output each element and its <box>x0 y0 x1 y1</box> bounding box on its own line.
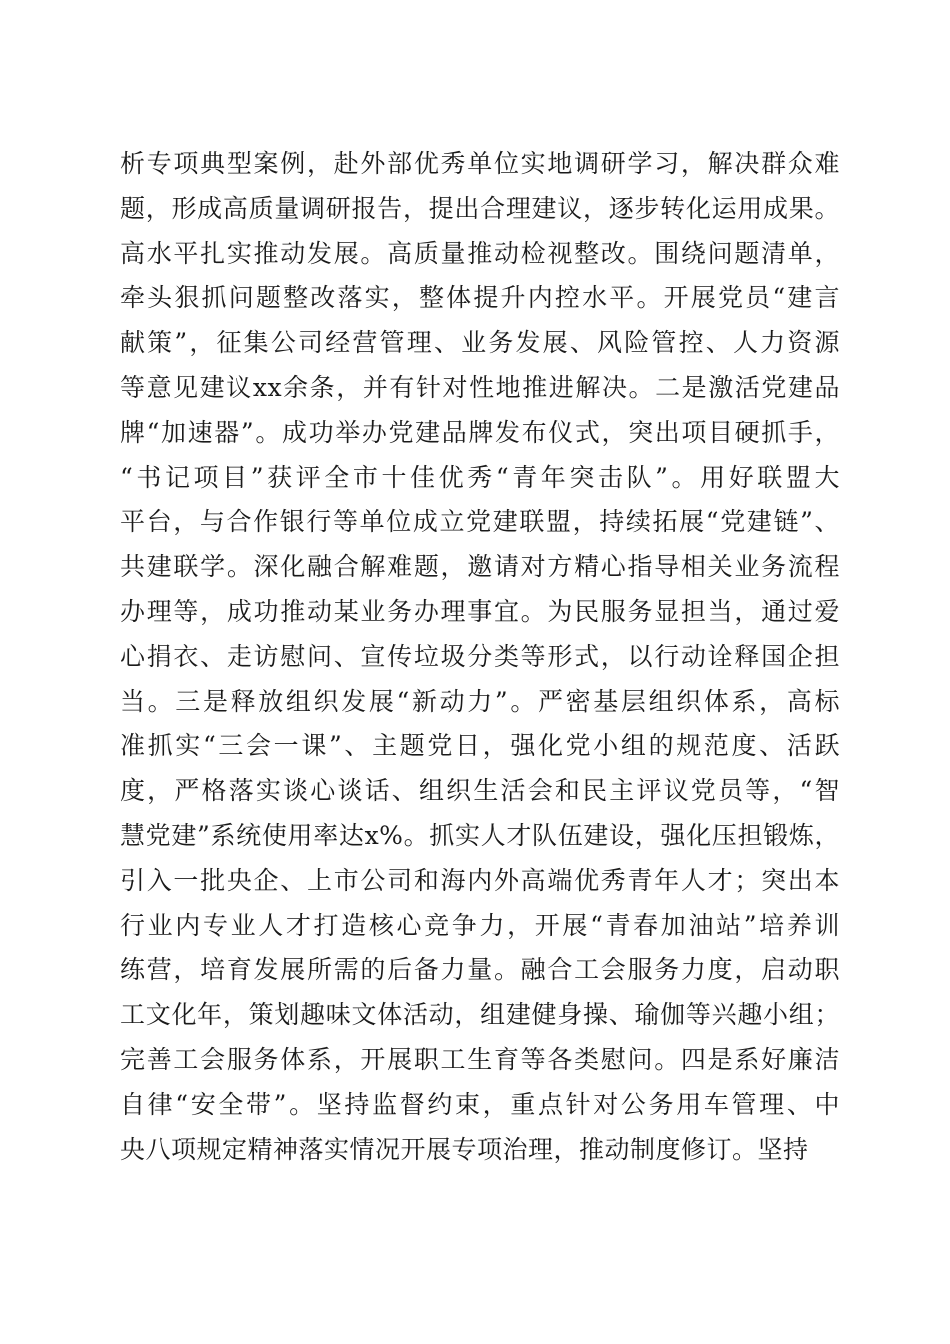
text-line: 慧党建”系统使用率达x%。抓实人才队伍建设，强化压担锻炼， <box>120 820 840 850</box>
text-line: 行业内专业人才打造核心竞争力，开展“青春加油站”培养训 <box>120 910 840 940</box>
text-line: 引入一批央企、上市公司和海内外高端优秀青年人才；突出本 <box>120 865 840 895</box>
text-line: 献策”，征集公司经营管理、业务发展、风险管控、人力资源 <box>120 328 840 358</box>
text-line: 办理等，成功推动某业务办理事宜。为民服务显担当，通过爱 <box>120 596 840 626</box>
text-line: 当。三是释放组织发展“新动力”。严密基层组织体系，高标 <box>120 686 840 716</box>
text-line: 共建联学。深化融合解难题，邀请对方精心指导相关业务流程 <box>120 552 840 582</box>
body-paragraph <box>120 142 840 1172</box>
text-line: 心捐衣、走访慰问、宣传垃圾分类等形式，以行动诠释国企担 <box>120 641 840 671</box>
text-line: 练营，培育发展所需的后备力量。融合工会服务力度，启动职 <box>120 955 840 985</box>
text-line: 牌“加速器”。成功举办党建品牌发布仪式，突出项目硬抓手， <box>120 417 840 447</box>
text-line: 度，严格落实谈心谈话、组织生活会和民主评议党员等，“智 <box>120 776 840 806</box>
text-line: 牵头狠抓问题整改落实，整体提升内控水平。开展党员“建言 <box>120 283 840 313</box>
text-line: 析专项典型案例，赴外部优秀单位实地调研学习，解决群众难 <box>120 149 840 178</box>
text-line: 等意见建议xx余条，并有针对性地推进解决。二是激活党建品 <box>120 372 840 402</box>
text-line: 工文化年，策划趣味文体活动，组建健身操、瑜伽等兴趣小组； <box>120 1000 840 1030</box>
text-line: “书记项目”获评全市十佳优秀“青年突击队”。用好联盟大 <box>120 462 840 492</box>
text-line: 高水平扎实推动发展。高质量推动检视整改。围绕问题清单， <box>120 238 840 268</box>
text-line: 准抓实“三会一课”、主题党日，强化党小组的规范度、活跃 <box>120 731 840 761</box>
text-line: 平台，与合作银行等单位成立党建联盟，持续拓展“党建链”、 <box>120 507 840 537</box>
text-line: 央八项规定精神落实情况开展专项治理，推动制度修订。坚持 <box>120 1134 809 1164</box>
text-line: 自律“安全带”。坚持监督约束，重点针对公务用车管理、中 <box>120 1089 840 1119</box>
text-line: 完善工会服务体系，开展职工生育等各类慰问。四是系好廉洁 <box>120 1044 840 1074</box>
text-line: 题，形成高质量调研报告，提出合理建议，逐步转化运用成果。 <box>120 193 840 223</box>
